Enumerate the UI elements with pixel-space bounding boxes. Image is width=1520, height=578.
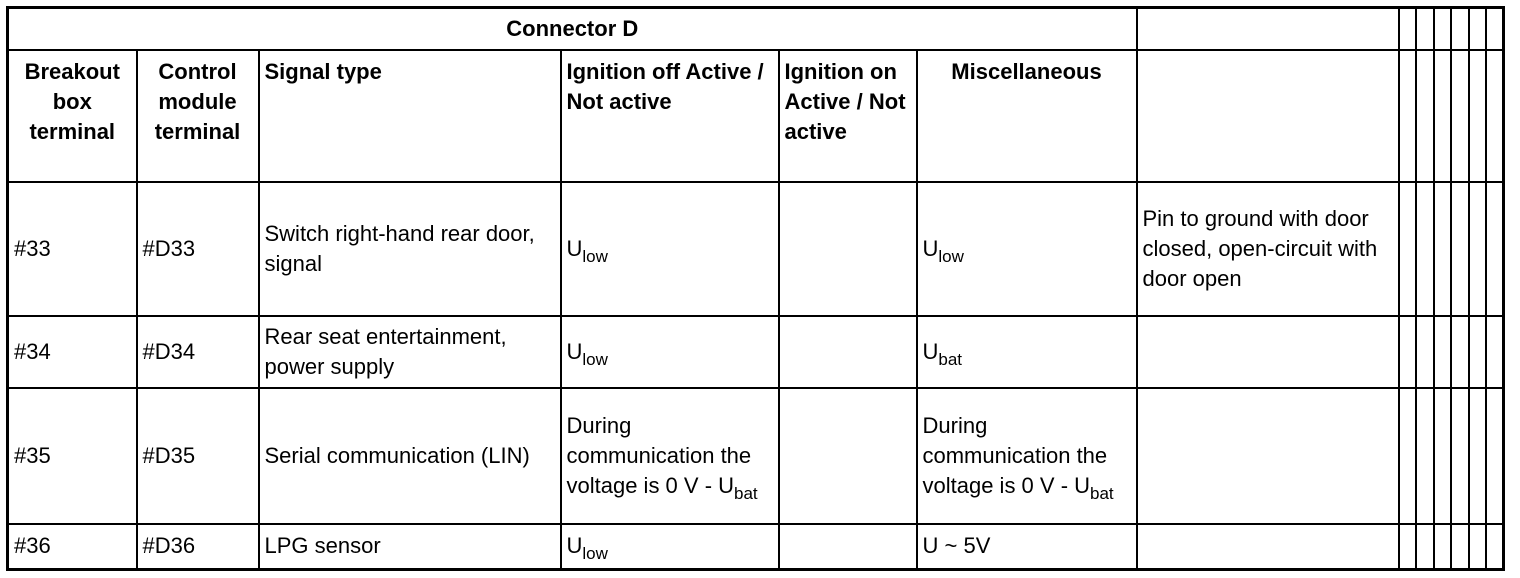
header-empty-cell: [1137, 50, 1399, 182]
narrow-cell: [1434, 182, 1451, 316]
narrow-cell: [1416, 182, 1434, 316]
miscellaneous-cell: [917, 316, 1137, 388]
narrow-cell: [1399, 316, 1416, 388]
narrow-cell: [1416, 524, 1434, 570]
caption-empty-cell: [1137, 8, 1399, 50]
value-text: U: [922, 338, 939, 364]
miscellaneous-cell: [917, 388, 1137, 524]
narrow-cell: [1416, 50, 1434, 182]
ignition-on-cell: [779, 388, 917, 524]
table-row: [8, 182, 1504, 316]
note-cell: [1137, 388, 1399, 524]
header-miscellaneous: Miscellaneous: [917, 50, 1137, 182]
narrow-cell: [1451, 388, 1469, 524]
ignition-on-cell: [779, 524, 917, 570]
header-ignition-on: Ignition on Active / Not active: [779, 50, 917, 182]
narrow-cell: [1469, 182, 1486, 316]
header-ignition-off: Ignition off Active / Not active: [561, 50, 779, 182]
breakout-terminal-cell: #35: [8, 388, 137, 524]
value-text: During communication the voltage is 0 V - U: [922, 412, 1108, 498]
value-subscript: low: [938, 246, 964, 266]
narrow-cell: [1434, 50, 1451, 182]
narrow-cell: [1469, 388, 1486, 524]
narrow-cell: [1399, 388, 1416, 524]
narrow-cell: [1434, 8, 1451, 50]
ignition-off-cell: [561, 388, 779, 524]
narrow-cell: [1399, 524, 1416, 570]
narrow-cell: [1469, 8, 1486, 50]
narrow-cell: [1486, 182, 1504, 316]
signal-type-cell: Serial communication (LIN): [259, 388, 561, 524]
narrow-cell: [1416, 316, 1434, 388]
narrow-cell: [1399, 8, 1416, 50]
narrow-cell: [1399, 182, 1416, 316]
value-subscript: bat: [938, 349, 963, 369]
header-control-terminal: Control module terminal: [137, 50, 259, 182]
control-terminal-cell: #D36: [137, 524, 259, 570]
value-subscript: low: [582, 544, 608, 564]
table-row: [8, 524, 1504, 570]
narrow-cell: [1469, 524, 1486, 570]
narrow-cell: [1486, 316, 1504, 388]
narrow-cell: [1434, 316, 1451, 388]
value-text: U: [566, 235, 583, 261]
table-row: [8, 316, 1504, 388]
header-signal-type: Signal type: [259, 50, 561, 182]
miscellaneous-cell: [917, 182, 1137, 316]
connector-table-wrapper: [6, 6, 1505, 571]
ignition-on-cell: [779, 316, 917, 388]
narrow-cell: [1451, 182, 1469, 316]
value-text: U: [922, 235, 939, 261]
note-cell: [1137, 316, 1399, 388]
narrow-cell: [1469, 50, 1486, 182]
value-subscript: low: [582, 349, 608, 369]
breakout-terminal-cell: #36: [8, 524, 137, 570]
signal-type-cell: LPG sensor: [259, 524, 561, 570]
narrow-cell: [1451, 524, 1469, 570]
narrow-cell: [1486, 8, 1504, 50]
note-cell: Pin to ground with door closed, open-circuit with door open: [1137, 182, 1399, 316]
table-caption: Connector D: [8, 8, 1137, 50]
narrow-cell: [1451, 50, 1469, 182]
breakout-terminal-cell: #33: [8, 182, 137, 316]
narrow-cell: [1434, 388, 1451, 524]
value-text: U: [566, 533, 583, 559]
signal-type-cell: Rear seat entertainment, power supply: [259, 316, 561, 388]
breakout-terminal-cell: #34: [8, 316, 137, 388]
ignition-off-cell: [561, 316, 779, 388]
narrow-cell: [1399, 50, 1416, 182]
narrow-cell: [1416, 8, 1434, 50]
value-text: U ~ 5V: [922, 533, 991, 559]
narrow-cell: [1486, 50, 1504, 182]
control-terminal-cell: #D35: [137, 388, 259, 524]
control-terminal-cell: #D33: [137, 182, 259, 316]
caption-row: [8, 8, 1504, 50]
value-subscript: bat: [1090, 483, 1114, 503]
ignition-off-cell: [561, 524, 779, 570]
table-row: [8, 388, 1504, 524]
narrow-cell: [1416, 388, 1434, 524]
connector-d-table: [6, 6, 1505, 571]
narrow-cell: [1451, 8, 1469, 50]
narrow-cell: [1469, 316, 1486, 388]
ignition-on-cell: [779, 182, 917, 316]
narrow-cell: [1451, 316, 1469, 388]
miscellaneous-cell: [917, 524, 1137, 570]
narrow-cell: [1486, 388, 1504, 524]
header-breakout-terminal: Breakout box terminal: [8, 50, 137, 182]
value-text: During communication the voltage is 0 V - U: [566, 412, 752, 498]
header-row: [8, 50, 1504, 182]
narrow-cell: [1434, 524, 1451, 570]
value-subscript: bat: [734, 483, 758, 503]
control-terminal-cell: #D34: [137, 316, 259, 388]
note-cell: [1137, 524, 1399, 570]
value-subscript: low: [582, 246, 608, 266]
signal-type-cell: Switch right-hand rear door, signal: [259, 182, 561, 316]
value-text: U: [566, 338, 583, 364]
narrow-cell: [1486, 524, 1504, 570]
ignition-off-cell: [561, 182, 779, 316]
